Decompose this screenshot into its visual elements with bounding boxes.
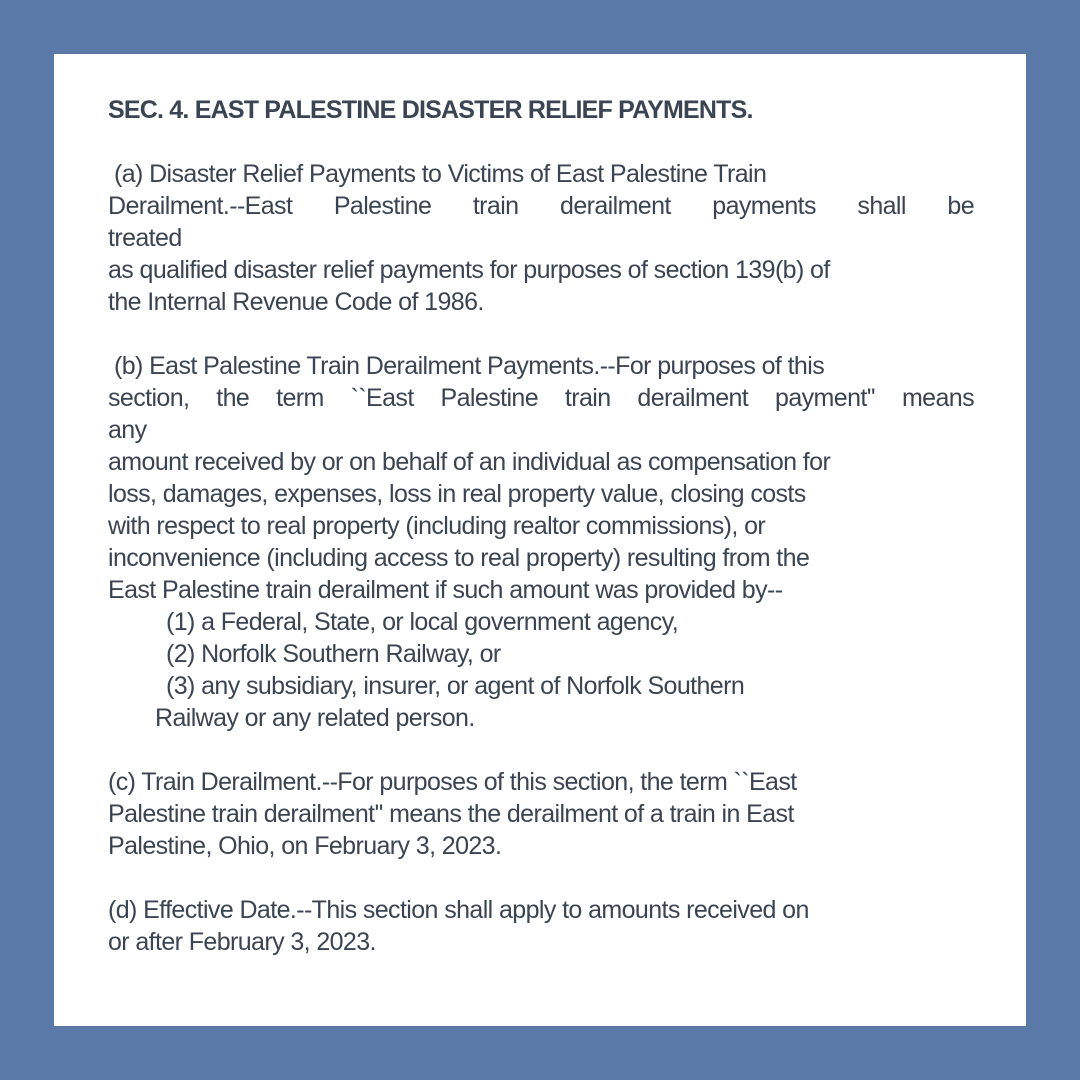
- subsection-c-line: Palestine, Ohio, on February 3, 2023.: [108, 832, 502, 860]
- paragraph-gap: [108, 862, 974, 894]
- subsection-b-line: loss, damages, expenses, loss in real property value, closing costs: [108, 480, 806, 508]
- subsection-a-line: as qualified disaster relief payments for purposes of section 139(b) of: [108, 256, 830, 284]
- subsection-b-line: any: [108, 416, 147, 444]
- list-item-continuation: Railway or any related person.: [155, 704, 475, 732]
- paragraph-gap: [108, 318, 974, 350]
- subsection-d-line: (d) Effective Date.--This section shall apply to amounts received on: [108, 896, 809, 924]
- paragraph-gap: [108, 734, 974, 766]
- subsection-d: [108, 894, 974, 958]
- subsection-c-line: (c) Train Derailment.--For purposes of this section, the term ``East: [108, 768, 797, 796]
- subsection-b: [108, 350, 974, 734]
- subsection-b-line: with respect to real property (including realtor commissions), or: [108, 512, 766, 540]
- list-item: (1) a Federal, State, or local government agency,: [166, 608, 679, 636]
- subsection-b-line: (b) East Palestine Train Derailment Payments.--For purposes of this: [114, 352, 825, 380]
- subsection-a-line: treated: [108, 224, 182, 252]
- document-card: [54, 54, 1026, 1026]
- document-body: [108, 94, 974, 958]
- subsection-a: [108, 158, 974, 318]
- subsection-c: [108, 766, 974, 862]
- subsection-c-line: Palestine train derailment'' means the derailment of a train in East: [108, 800, 794, 828]
- subsection-b-line: amount received by or on behalf of an individual as compensation for: [108, 448, 831, 476]
- subsection-a-line: Derailment.--East Palestine train derailment payments shall be: [108, 192, 974, 220]
- subsection-a-line: the Internal Revenue Code of 1986.: [108, 288, 484, 316]
- subsection-b-line: inconvenience (including access to real property) resulting from the: [108, 544, 810, 572]
- list-item: (2) Norfolk Southern Railway, or: [166, 640, 501, 668]
- subsection-b-line: section, the term ``East Palestine train derailment payment'' means: [108, 384, 974, 412]
- subsection-b-line: East Palestine train derailment if such amount was provided by--: [108, 576, 783, 604]
- section-heading: SEC. 4. EAST PALESTINE DISASTER RELIEF PAYMENTS.: [108, 96, 753, 124]
- list-item: (3) any subsidiary, insurer, or agent of Norfolk Southern: [166, 672, 745, 700]
- subsection-d-line: or after February 3, 2023.: [108, 928, 376, 956]
- subsection-a-line: (a) Disaster Relief Payments to Victims of East Palestine Train: [114, 160, 767, 188]
